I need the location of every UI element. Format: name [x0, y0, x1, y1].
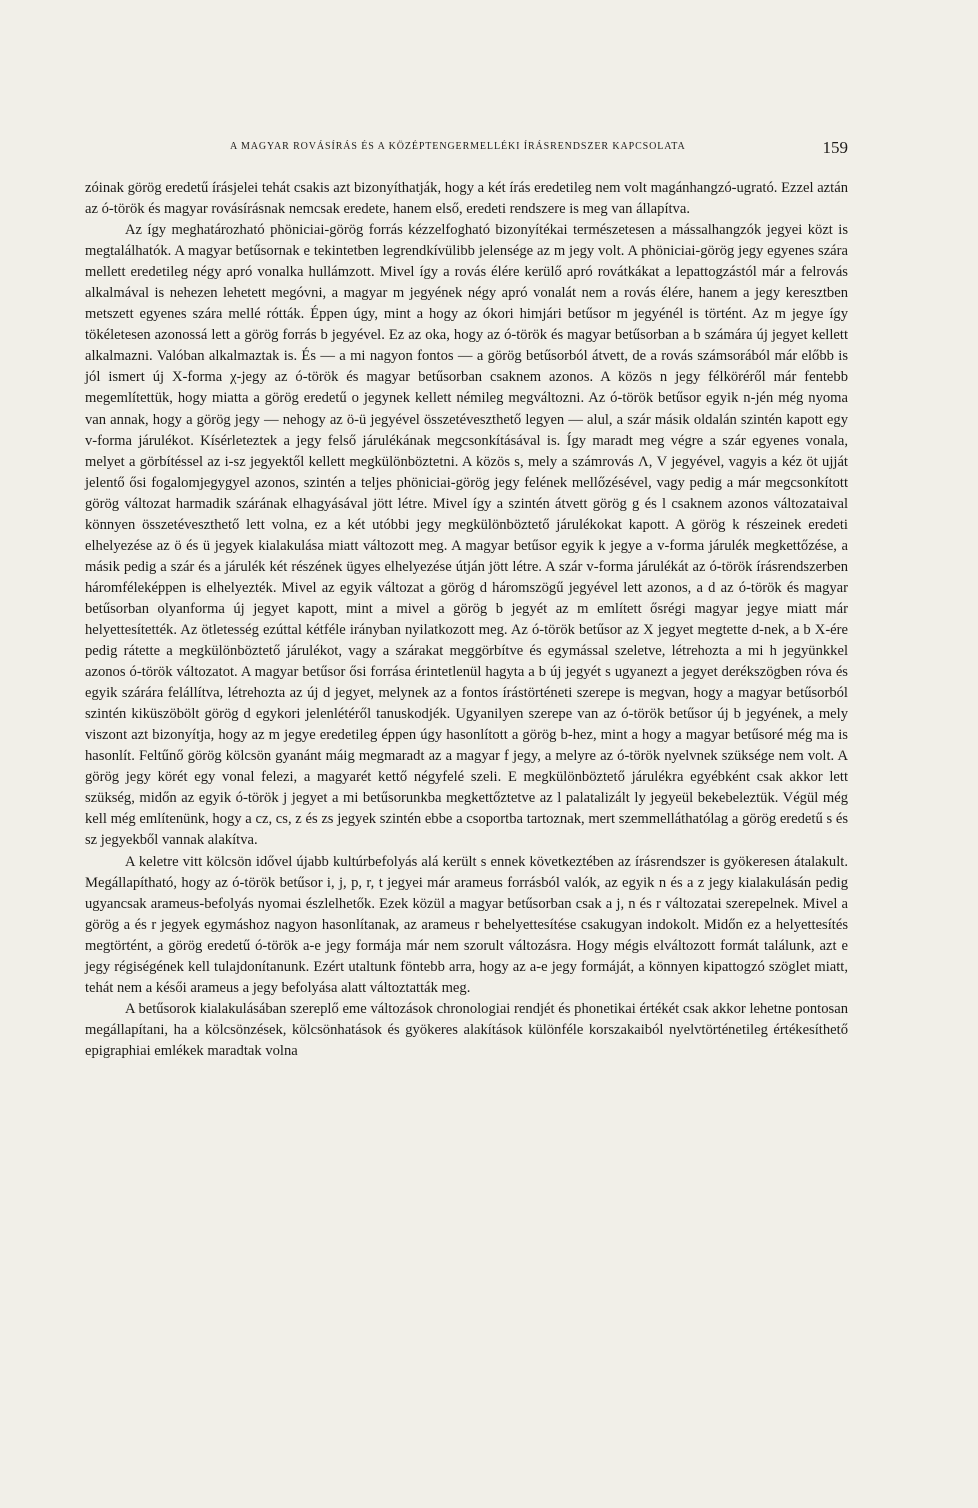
- body-text: [85, 178, 848, 1062]
- page-number: 159: [822, 138, 848, 157]
- paragraph-1: zóinak görög eredetű írásjelei tehát csakis azt bizonyíthatják, hogy a két írás eredetileg nem volt magánhangzó-ugrató. Ezzel aztán az ó-török és magyar rovásírásnak nemcsak eredete, hanem első, eredeti rendszere is meg van állapítva.: [85, 180, 848, 218]
- page-header: [85, 138, 848, 160]
- running-title: A MAGYAR ROVÁSÍRÁS ÉS A KÖZÉPTENGERMELLÉKI ÍRÁSRENDSZER KAPCSOLATA: [230, 141, 686, 152]
- paragraph-3: A keletre vitt kölcsön idővel újabb kultúrbefolyás alá került s ennek következtében az írásrendszer is gyökeresen átalakult. Megállapítható, hogy az ó-török betűsor i, j, p, r, t jegyei már arameus forrásból valók, az egyik n és a z jegy kialakulásán pedig ugyancsak arameus-befolyás nyomai észlelhetők. Ezek közül a magyar betűsorban csak a j, n és r változatai szerepelnek. Mivel a görög a és r jegyek egymáshoz nagyon hasonlítanak, az arameus r behelyettesítése csakugyan indokolt. Midőn ez a helyettesítés megtörtént, a görög eredetű ó-török a-e jegy formája már nem szorult változásra. Hogy mégis elváltozott formát találunk, azt e jegy régiségének kell tulajdonítanunk. Ezért utaltunk föntebb arra, hogy az a-e jegy formáját, a könnyen kipattogzó szöglet miatt, tehát nem a késői arameus a jegy befolyása alatt változtatták meg.: [85, 853, 848, 996]
- paragraph-4: A betűsorok kialakulásában szereplő eme változások chronologiai rendjét és phonetikai értékét csak akkor lehetne pontosan megállapítani, ha a kölcsönzések, kölcsönhatások és gyökeres alakítások különféle korszakaiból nyelvtörténetileg értékesíthető epigraphiai emlékek maradtak volna: [85, 1000, 848, 1059]
- paragraph-2: Az így meghatározható phöniciai-görög forrás kézzelfogható bizonyítékai természetesen a mássalhangzók jegyei közt is megtalálhatók. A magyar betűsornak e tekintetben legrendkívülibb jelensége az m jegy volt. A phöniciai-görög jegy egyenes szára mellett eredetileg négy apró vonalka hullámzott. Mivel így a rovás élére kerülő apró rovátkákat a lepattogzástól már a felrovás alkalmával is nehezen lehetett megóvni, a magyar m jegyének négy apró vonalát nem a rovás élére, hanem a jegy keresztben metszett egyenes szára mellé rótták. Éppen úgy, mint a hogy az ókori himjári betűsor m jegyénél is történt. Az m jegye így tökéletesen azonossá lett a görög forrás b jegyével. Ez az oka, hogy az ó-török és magyar betűsorban a b számára új jegyet kellett alkalmazni. Valóban alkalmaztak is. És — a mi nagyon fontos — a görög betűsorból átvett, de a rovás számsorából már előbb is jól ismert új X-forma χ-jegy az ó-török és magyar betűsorban csaknem azonos. A közös n jegy félköréről már fentebb megemlítettük, hogy miatta a görög eredetű o jegynek kellett némileg megváltozni. Az ó-török betűsor egyik n-jén még nyoma van annak, hogy a görög jegy — nehogy az ö-ü jegyével összetéveszthető legyen — alul, a szár másik oldalán szintén kapott egy v-forma járulékot. Kísérleteztek a jegy felső járulékának megcsonkításával is. Így maradt meg végre a szár egyenes vonala, melyet a görbítéssel az i-sz jegyektől kellett megkülönböztetni. A közös s, mely a számrovás Λ, V jegyével, vagyis a kéz öt ujját jelentő ősi fogalomjegygyel azonos, szintén a teljes phöniciai-görög jegy felének mellőzésével, vagy pedig a már megcsonkított görög változat harmadik szárának elhagyásával jött létre. Mivel így a szintén átvett görög g és l csaknem azonos változataival könnyen összetéveszthető lett volna, ez a két utóbbi jegy megkülönböztető járulékokat kapott. A görög k részeinek eredeti elhelyezése az ö és ü jegyek kialakulása miatt változott meg. A magyar betűsor egyik k jegye a v-forma járulék megkettőzése, a másik pedig a szár és a járulék két részének ügyes elhelyezése útján jött létre. A szár v-forma járulékát az ó-török írásrendszerben háromféleképpen is elhelyezték. Mivel az egyik változat a görög d háromszögű jegyével lett azonos, a d az ó-török és magyar betűsorban olyanforma új jegyet kapott, mint a mivel a görög b jegyét az m említett ősrégi magyar jegye miatt már helyettesítették. Az ötletesség ezúttal kétféle irányban nyilatkozott meg. Az ó-török betűsor az X jegyet megtette d-nek, a b X-ére pedig rátette a megkülönböztető járulékot, vagy a szárakat meggörbítve és egymással szeletve, létrehozta a mi h jegyünkkel azonos ó-török változatot. A magyar betűsor ősi forrása érintetlenül hagyta a b új jegyét s ugyanezt a jegyet derékszögben róva és egyik szárára felállítva, létrehozta az új d jegyet, melynek az a fontos írástörténeti szerepe is megvan, hogy a magyar betűsorból szintén kiküszöbölt görög d egykori jelenlétéről tanuskodjék. Ugyanilyen szerepe van az ó-török betűsor új b jegyének, a mely viszont azt bizonyítja, hogy az m jegye eredetileg éppen úgy hasonlított a görög b-hez, mint a hogy a magyar betűsoré még ma is hasonlít. Feltűnő görög kölcsön gyanánt máig megmaradt az a magyar f jegy, a melyre az ó-török nyelvnek szüksége nem volt. A görög jegy körét egy vonal felezi, a magyarét kettő négyfelé szeli. E megkülönböztető járulékra egyébként csak akkor lett szükség, midőn az egyik ó-török j jegyet a mi betűsorunkba megkettőztetve az l palatalizált ly jegyeül bekebeleztük. Végül még kell még említenünk, hogy a cz, cs, z és zs jegyek szintén ebbe a csoportba tartoznak, mert szemmelláthatólag a görög eredetű s és sz jegyekből vannak alakítva.: [85, 222, 848, 849]
